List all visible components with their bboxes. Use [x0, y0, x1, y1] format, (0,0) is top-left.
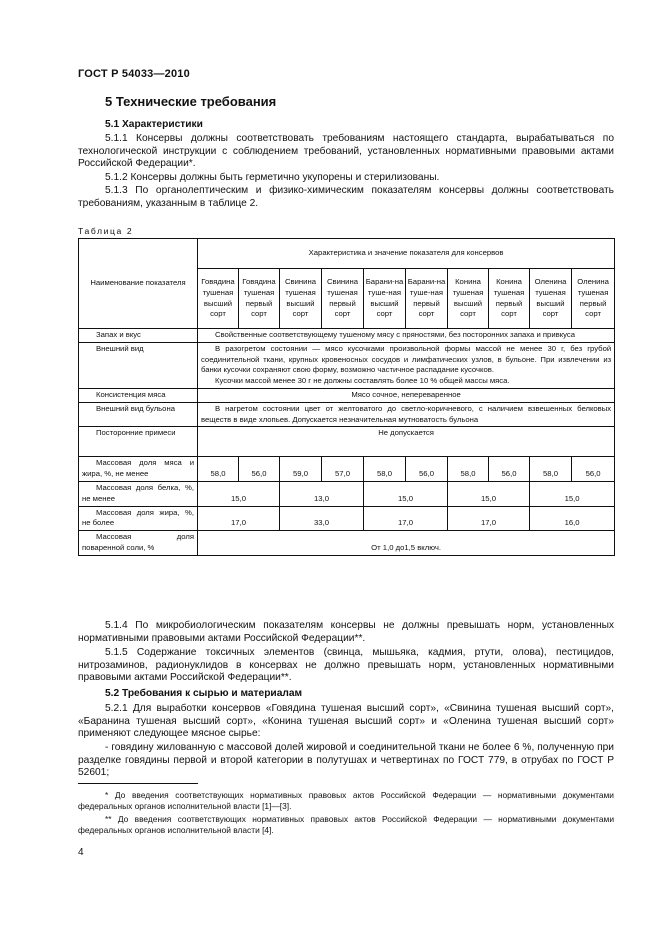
row-value: В нагретом состоянии цвет от желтоватого до светло-коричневого, с наличием взвешенных белковых веществ в виде хлопьев. Допускается незначительная мутноватость бульона — [198, 402, 615, 427]
footnote-1: * До введения соответствующих нормативных правовых актов Российской Федерации — нормативными документами федеральных органов исполнительной власти [1]—[3]. — [78, 790, 614, 812]
header-characteristics: Характеристика и значение показателя для консервов — [198, 239, 615, 269]
value-cell: 58,0 — [364, 457, 406, 482]
table-row — [79, 506, 615, 531]
row-label: Посторонние примеси — [79, 427, 198, 457]
table-row — [79, 427, 615, 457]
value-cell: 17,0 — [448, 506, 530, 531]
value-cell: 58,0 — [530, 457, 572, 482]
table-row — [79, 342, 615, 388]
paragraph-5-2-1: 5.2.1 Для выработки консервов «Говядина тушеная высший сорт», «Свинина тушеная высший сорт», «Баранина тушеная высший сорт», «Конина тушеная высший сорт» и «Оленина тушеная высший сорт» применяют следующее мясное сырье: — [78, 703, 614, 740]
subheader-cell: Конина тушеная первый сорт — [489, 269, 530, 329]
page-number: 4 — [78, 847, 84, 858]
footnote-separator — [78, 783, 198, 784]
value-cell: 57,0 — [322, 457, 364, 482]
row-value: От 1,0 до1,5 включ. — [198, 531, 615, 556]
paragraph-5-2-1-item: - говядину жилованную с массовой долей жировой и соединительной ткани не более 6 %, полученную при разделке говядины первой и второй категории в полутушах и четвертинах по ГОСТ 779, в отрубах по ГОСТ Р 52601; — [78, 742, 614, 779]
paragraph-5-1-3: 5.1.3 По органолептическим и физико-химическим показателям консервы должны соответствовать требованиям, указанным в таблице 2. — [78, 185, 614, 209]
row-value — [198, 342, 615, 388]
value-cell: 58,0 — [448, 457, 489, 482]
header-indicator-name: Наименование показателя — [79, 239, 198, 329]
appearance-text-2: Кусочки массой менее 30 г не должны составлять более 10 % общей массы мяса. — [215, 376, 510, 386]
paragraph-5-1-5: 5.1.5 Содержание токсичных элементов (свинца, мышьяка, кадмия, ртути, олова), пестицидов, нитрозаминов, радионуклидов в консервах не должно превышать норм, установленных нормативными правовыми актами Российской Федерации**. — [78, 647, 614, 684]
row-value: Не допускается — [198, 427, 615, 457]
subheader-cell: Барани-на туше-ная высший сорт — [364, 269, 406, 329]
table-caption: Таблица 2 — [78, 226, 134, 236]
subsection-title-5-1: 5.1 Характеристики — [105, 119, 203, 130]
table-row — [79, 531, 615, 556]
subheader-cell: Оленина тушеная первый сорт — [572, 269, 615, 329]
subheader-cell: Свинина тушеная высший сорт — [280, 269, 322, 329]
table-row — [79, 402, 615, 427]
table-row — [79, 481, 615, 506]
appearance-text-1: В разогретом состоянии — мясо кусочками произвольной формы массой не менее 30 г, без грубой соединительной ткани, крупных кровеносных сосудов и лимфатических узлов, в бульоне. При извлечении из банки кусочки сохраняют свою форму, возможно частичное распадание кусочков. — [201, 343, 612, 375]
footnote-2: ** До введения соответствующих нормативных правовых актов Российской Федерации — нормативными документами федеральных органов исполнительной власти [4]. — [78, 814, 614, 836]
subheader-cell: Конина тушеная высший сорт — [448, 269, 489, 329]
value-cell: 15,0 — [364, 481, 448, 506]
value-cell: 15,0 — [530, 481, 615, 506]
value-cell: 17,0 — [198, 506, 280, 531]
row-label: Массовая доля жира, %, не более — [79, 506, 198, 531]
value-cell: 56,0 — [572, 457, 615, 482]
paragraph-5-1-1: 5.1.1 Консервы должны соответствовать требованиям настоящего стандарта, вырабатываться по технологической инструкции с соблюдением требований, установленных нормативными правовыми актами Российской Федерации*. — [78, 133, 614, 170]
paragraph-5-1-4: 5.1.4 По микробиологическим показателям консервы не должны превышать норм, установленных нормативными правовыми актами Российской Федерации**. — [78, 620, 614, 644]
requirements-table — [78, 238, 615, 556]
section-title: 5 Технические требования — [105, 94, 277, 109]
subheader-cell: Оленина тушеная высший сорт — [530, 269, 572, 329]
subheader-cell: Говядина тушеная высший сорт — [198, 269, 239, 329]
row-label: Внешний вид бульона — [79, 402, 198, 427]
value-cell: 56,0 — [239, 457, 280, 482]
table-row — [79, 329, 615, 343]
row-label: Массовая доля поваренной соли, % — [79, 531, 198, 556]
value-cell: 59,0 — [280, 457, 322, 482]
value-cell: 33,0 — [280, 506, 364, 531]
row-label: Массовая доля мяса и жира, %, не менее — [79, 457, 198, 482]
value-cell: 58,0 — [198, 457, 239, 482]
row-label: Запах и вкус — [79, 329, 198, 343]
subheader-cell: Свинина тушеная первый сорт — [322, 269, 364, 329]
subheader-cell: Барани-на туше-ная первый сорт — [406, 269, 448, 329]
row-label: Консистенция мяса — [79, 388, 198, 402]
table-row — [79, 388, 615, 402]
value-cell: 13,0 — [280, 481, 364, 506]
value-cell: 16,0 — [530, 506, 615, 531]
value-cell: 17,0 — [364, 506, 448, 531]
row-label: Внешний вид — [79, 342, 198, 388]
table-row — [79, 457, 615, 482]
row-value: Свойственные соответствующему тушеному мясу с пряностями, без посторонних запаха и привкуса — [198, 329, 615, 343]
document-id: ГОСТ Р 54033—2010 — [78, 68, 190, 80]
subsection-title-5-2: 5.2 Требования к сырью и материалам — [105, 688, 303, 699]
paragraph-5-1-2: 5.1.2 Консервы должны быть герметично укупорены и стерилизованы. — [105, 172, 440, 183]
value-cell: 15,0 — [448, 481, 530, 506]
row-label: Массовая доля белка, %, не менее — [79, 481, 198, 506]
value-cell: 56,0 — [406, 457, 448, 482]
subheader-cell: Говядина тушеная первый сорт — [239, 269, 280, 329]
value-cell: 56,0 — [489, 457, 530, 482]
row-value: Мясо сочное, непереваренное — [198, 388, 615, 402]
value-cell: 15,0 — [198, 481, 280, 506]
